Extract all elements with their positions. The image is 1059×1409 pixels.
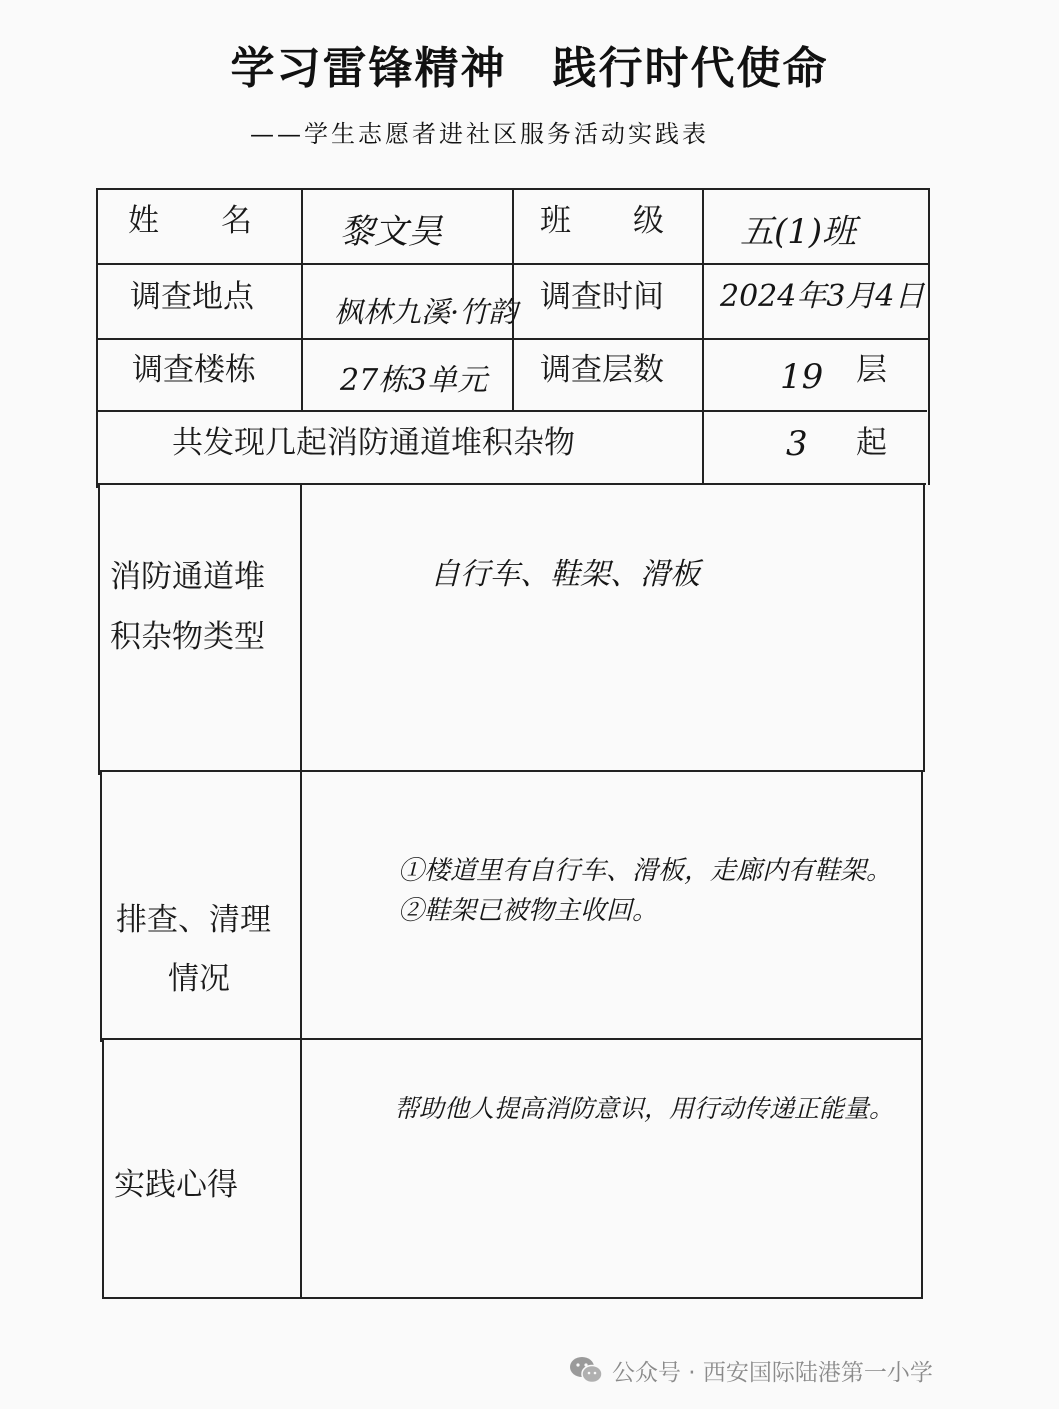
table-border-right	[928, 188, 930, 485]
table-border-left	[102, 1040, 104, 1299]
name-label: 姓 名	[128, 203, 252, 239]
class-label: 班 级	[540, 203, 664, 239]
wechat-icon	[568, 1355, 604, 1385]
floors-label: 调查层数	[540, 352, 664, 388]
count-label: 共发现几起消防通道堆积杂物	[172, 425, 575, 461]
place-label: 调查地点	[130, 279, 254, 315]
table-border-left	[96, 188, 98, 488]
watermark-text: 公众号 · 西安国际陆港第一小学	[612, 1359, 933, 1386]
check-line1: ①楼道里有自行车、滑板，走廊内有鞋架。	[398, 856, 893, 886]
table-col-divider	[301, 188, 303, 412]
watermark	[568, 1352, 933, 1388]
class-value: 五(1)班	[740, 212, 857, 252]
table-border-left	[100, 772, 102, 1042]
page-subtitle: ——学生志愿者进社区服务活动实践表	[250, 120, 709, 148]
name-value: 黎文昊	[340, 212, 442, 252]
page-title: 学习雷锋精神 践行时代使命	[230, 43, 829, 94]
table-border-right	[923, 483, 925, 772]
table-row-divider	[98, 483, 926, 485]
reflection-value: 帮助他人提高消防意识，用行动传递正能量。	[394, 1094, 895, 1123]
building-label: 调查楼栋	[132, 352, 256, 388]
types-value: 自行车、鞋架、滑板	[430, 557, 700, 592]
table-col-divider	[300, 485, 302, 1299]
types-label-line2: 积杂物类型	[110, 619, 265, 655]
floors-value: 19	[780, 357, 824, 397]
time-label: 调查时间	[540, 279, 664, 315]
table-border-left	[98, 485, 100, 775]
table-border-bottom	[103, 1297, 922, 1299]
check-label-line1: 排查、清理	[116, 902, 271, 938]
floors-unit: 层	[856, 352, 887, 388]
table-col-divider	[702, 188, 704, 485]
types-label-line1: 消防通道堆	[110, 559, 265, 595]
building-value: 27栋3单元	[340, 363, 488, 398]
table-row-divider	[101, 1038, 922, 1040]
time-value: 2024年3月4日	[720, 279, 925, 314]
check-line2: ②鞋架已被物主收回。	[398, 896, 659, 926]
reflection-label: 实践心得	[114, 1167, 238, 1203]
check-label-line2: 情况	[168, 961, 230, 997]
table-row-divider	[99, 770, 924, 772]
count-value: 3	[786, 424, 808, 464]
count-unit: 起	[856, 425, 887, 461]
place-value: 枫林九溪·竹韵	[334, 295, 518, 329]
table-border-right	[921, 770, 923, 1299]
